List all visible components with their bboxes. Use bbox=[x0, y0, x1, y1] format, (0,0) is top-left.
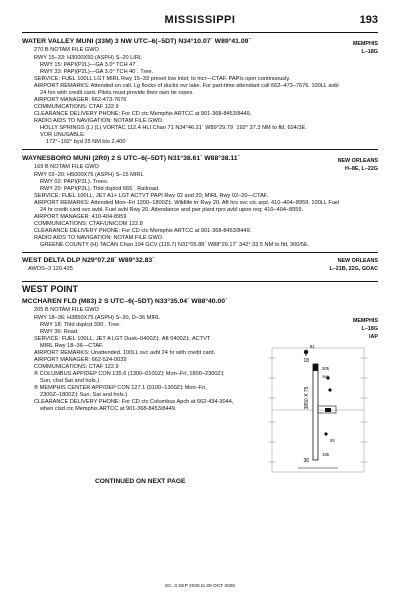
vor-unusable: VOR UNUSABLE: bbox=[40, 132, 86, 138]
tree-icon bbox=[304, 350, 308, 356]
page-state-title: MISSISSIPPI bbox=[164, 14, 236, 26]
runway-line: RWY 02–20: H5000X75 (ASPH) S–15 MIRL bbox=[34, 172, 144, 178]
runway-line: RWY 18–36: H3850X75 (ASPH) S–30, D–36 MIRL bbox=[34, 315, 161, 321]
entry-divider-3 bbox=[22, 281, 378, 282]
chart-region-1: MEMPHIS bbox=[352, 41, 378, 47]
vor-unusable-range: 172°–192° byd 25 NM blo 2,400´ bbox=[46, 139, 128, 145]
clearance-delivery: CLEARANCE DELIVERY PHONE: For CD ctc Memphis ARTCC at 901-368-8453/8449. bbox=[34, 111, 252, 117]
airport-elev-notam: 270 B NOTAM FILE GWO bbox=[34, 47, 99, 53]
communications: COMMUNICATIONS: CTAF 122.9 bbox=[34, 104, 119, 110]
service-line-2: MIRL Rwy 18–36—CTAF. bbox=[40, 343, 104, 349]
entry-divider-2 bbox=[22, 252, 378, 253]
runway-end-36: RWY 36: Road. bbox=[40, 329, 79, 335]
continued-note: CONTINUED ON NEXT PAGE bbox=[95, 478, 186, 485]
radio-aids: RADIO AIDS TO NAVIGATION: NOTAM FILE GWO. bbox=[34, 235, 164, 241]
awos-frequency: AWOS–3 120.425 bbox=[28, 266, 73, 272]
airport-heading: WATER VALLEY MUNI (33M) 3 NW UTC–6(–5DT) N34°10.07´ W89°41.09´ bbox=[22, 38, 251, 45]
page-number: 193 bbox=[359, 14, 378, 26]
chart-ref-4: L–18G bbox=[361, 326, 378, 332]
runway-end-02: RWY 02: PAPI(P2L). Trees. bbox=[40, 179, 109, 185]
runway-end-20: RWY 20: PAPI(P2L). Thld dsplcd 665´. Railroad. bbox=[40, 186, 160, 192]
clearance-delivery: CLEARANCE DELIVERY PHONE: For CD ctc Memphis ARTCC at 901-368-8453/8449. bbox=[34, 228, 252, 234]
columbus-app-dep-2: Sun, clsd Sat and hols.) bbox=[40, 378, 100, 384]
obstacle-height-bottom: 92 bbox=[330, 438, 335, 443]
airport-diagram bbox=[268, 338, 368, 483]
airport-manager: AIRPORT MANAGER: 662-473-7676 bbox=[34, 97, 127, 103]
elevation-top: 205 bbox=[322, 366, 329, 371]
remarks-line-2: 24 hrs with credit card. Pilots must provide their own tie ropes. bbox=[40, 90, 194, 96]
elevation-bottom: 195 bbox=[322, 452, 329, 457]
clearance-delivery-2: when clsd ctc Memphis ARTCC at 901-368-8453/8449. bbox=[40, 406, 177, 412]
chart-region-3: NEW ORLEANS bbox=[337, 258, 378, 264]
runway-line: RWY 15–33: H3000X50 (ASPH) S–20 LIRL bbox=[34, 55, 143, 61]
city-heading: WEST POINT bbox=[22, 284, 78, 294]
remarks-line-1: AIRPORT REMARKS: Attended on call. Lg flocks of ducks ovr lake. For part-time attendant call 662–473–7676. 100LL avbl bbox=[34, 83, 339, 89]
runway-18-36 bbox=[313, 364, 318, 460]
memphis-app-dep-1: ® MEMPHIS CENTER APP/DEP CON 127.1 (0100–1300Z‡ Mon–Fri, bbox=[34, 385, 207, 391]
runway-end-label-top: 18 bbox=[303, 358, 309, 364]
remarks-line-1: AIRPORT REMARKS: Attended Mon–Fri 1200–1800Z‡. Wildlife irr Rwy 20. Aft hrs svc ctc arpt. 410–404–8959. 100LL Fuel bbox=[34, 200, 340, 206]
chart-ref-2: H–8E, L–22G bbox=[345, 166, 378, 172]
entry-divider-1 bbox=[22, 149, 378, 150]
chart-region-4: MEMPHIS bbox=[352, 318, 378, 324]
service-line-1: SERVICE: FUEL 100LL, JET A LGT Dusk–0400Z‡. Aft 0400Z‡, ACTVT bbox=[34, 336, 211, 342]
airport-manager: AIRPORT MANAGER: 410-404-8959 bbox=[34, 214, 127, 220]
navaid-tacan: GREENE COUNTY (H) TACAN Chan 104 GCV (115.7) N31°05.88´ W88°29.17´ 342° 33.5 NM to fld. 300/5E. bbox=[40, 242, 310, 248]
service-line: SERVICE: FUEL 100LL, JET A1+ LGT ACTVT PAPI Rwy 02 and 20; MIRL Rwy 02–20—CTAF. bbox=[34, 193, 269, 199]
runway-dimensions: 3850 X 75 bbox=[304, 386, 310, 410]
runway-end-18: RWY 18: Thld dsplcd 390´. Tree. bbox=[40, 322, 121, 328]
navaid-vortac: HOLLY SPRINGS (L) (L) VORTAC 112.4 HLI Chan 71 N34°46.21´ W89°29.79´ 192° 37.3 NM to fld. 624/3E. bbox=[40, 125, 307, 131]
memphis-app-dep-2: 2300Z–1800Z‡ Sun, Sat and hols.) bbox=[40, 392, 128, 398]
chart-region-2: NEW ORLEANS bbox=[337, 158, 378, 164]
airport-manager: AIRPORT MANAGER: 662-524-0039 bbox=[34, 357, 127, 363]
obstacle-height-top: 81 bbox=[310, 344, 315, 349]
airport-heading: WAYNESBORO MUNI (2R0) 2 S UTC–6(–5DT) N31°38.61´ W88°38.11´ bbox=[22, 155, 240, 162]
service-line: SERVICE: FUEL 100LL LGT MIRL Rwy 15–33 preset low intst; to incr—CTAF. PAPIs oper continuously. bbox=[34, 76, 291, 82]
chart-ref-3: L–21B, 22G, GOAC bbox=[329, 266, 378, 272]
iap-ref: IAP bbox=[369, 334, 378, 340]
radio-aids: RADIO AIDS TO NAVIGATION: NOTAM FILE GWO. bbox=[34, 118, 164, 124]
remarks-line-2: 24 hr credit card svc avbl. Fuel avbl Rwy 20. Attendance and pwr plant rprs avbl upon req; 410–404–8959. bbox=[40, 207, 304, 213]
columbus-app-dep-1: ® COLUMBUS APP/DEP CON 135.6 (1300–0100Z‡ Mon–Fri, 1800–2300Z‡ bbox=[34, 371, 224, 377]
communications: COMMUNICATIONS: CTAF/UNICOM 122.8 bbox=[34, 221, 143, 227]
station-heading: WEST DELTA DLP N29°07.28´ W89°32.83´ bbox=[22, 257, 155, 264]
runway-end-label-bottom: 36 bbox=[303, 458, 309, 464]
clearance-delivery-1: CLEARANCE DELIVERY PHONE: For CD ctc Columbus Apch at 662-434-3044, bbox=[34, 399, 234, 405]
airport-elev-notam: 169 B NOTAM FILE GWO bbox=[34, 164, 99, 170]
displaced-threshold: 390 bbox=[322, 374, 329, 379]
communications: COMMUNICATIONS: CTAF 122.9 bbox=[34, 364, 119, 370]
chart-ref-1: L–18G bbox=[361, 49, 378, 55]
airport-heading: MCCHAREN FLD (M83) 2 S UTC–6(–5DT) N33°35.04´ W88°40.00´ bbox=[22, 298, 228, 305]
header-rule bbox=[22, 32, 378, 33]
effective-dates: SC, 3 SEP 2026 to 29 OCT 2026 bbox=[164, 584, 236, 589]
runway-end-33: RWY 33: PAPI(P2L)—GA 3.0° TCH 40´. Tree. bbox=[40, 69, 154, 75]
runway-end-15: RWY 15: PAPI(P2L)—GA 3.0° TCH 47´. bbox=[40, 62, 139, 68]
airport-elev-notam: 205 B NOTAM FILE GWO bbox=[34, 307, 99, 313]
remarks-line-1: AIRPORT REMARKS: Unattended. 100LL svc avbl 24 hr with credit card. bbox=[34, 350, 216, 356]
